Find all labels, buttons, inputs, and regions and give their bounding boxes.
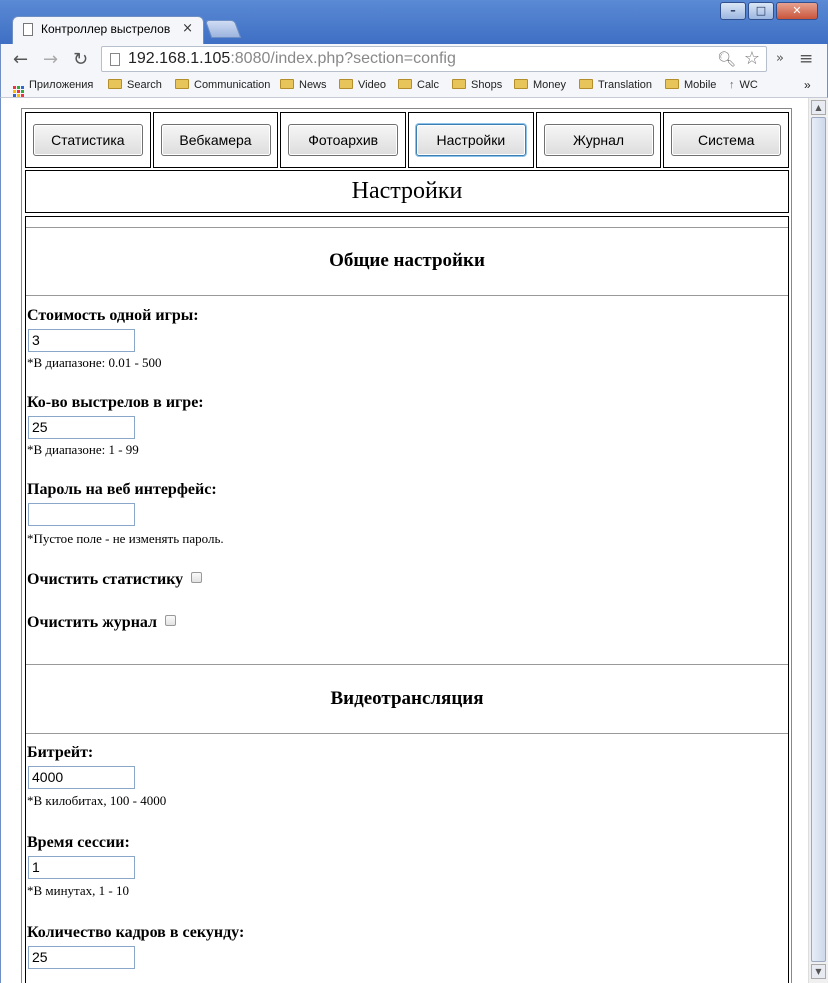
password-hint: *Пустое поле - не изменять пароль. bbox=[27, 531, 224, 546]
clear-log-checkbox[interactable] bbox=[165, 615, 176, 626]
bookmarks-more-icon[interactable]: » bbox=[804, 78, 811, 92]
bookmarks-bar bbox=[0, 74, 828, 98]
window-title-bar bbox=[0, 0, 828, 44]
page-viewport bbox=[0, 98, 828, 983]
bookmark-apps[interactable]: Приложения bbox=[13, 79, 93, 97]
nav-cell bbox=[663, 112, 789, 168]
address-bar[interactable] bbox=[101, 46, 767, 72]
session-label: Время сессии: bbox=[27, 834, 130, 851]
game-cost-hint: *В диапазоне: 0.01 - 500 bbox=[27, 355, 162, 370]
nav-cell bbox=[408, 112, 534, 168]
folder-icon bbox=[339, 79, 353, 89]
general-settings-heading: Общие настройки bbox=[329, 250, 485, 271]
folder-icon bbox=[452, 79, 466, 89]
url-text[interactable]: 192.168.1.105:8080/index.php?section=config bbox=[128, 50, 456, 67]
bookmark-news[interactable]: News bbox=[280, 79, 327, 91]
nav-webcam-button[interactable]: Вебкамера bbox=[161, 124, 271, 156]
vertical-scrollbar[interactable] bbox=[808, 98, 828, 983]
game-cost-input[interactable]: 3 bbox=[28, 329, 135, 352]
folder-icon bbox=[579, 79, 593, 89]
page-title: Настройки bbox=[25, 170, 789, 213]
nav-cell bbox=[536, 112, 662, 168]
bookmark-calc[interactable]: Calc bbox=[398, 79, 439, 91]
bookmark-shops[interactable]: Shops bbox=[452, 79, 502, 91]
bookmark-search[interactable]: Search bbox=[108, 79, 162, 91]
clear-stats-row bbox=[27, 571, 202, 589]
video-heading: Видеотрансляция bbox=[330, 688, 484, 709]
bookmark-favicon: ↑ bbox=[729, 79, 735, 91]
divider bbox=[26, 664, 788, 665]
clear-log-label: Очистить журнал bbox=[27, 614, 158, 631]
nav-bar bbox=[25, 112, 789, 168]
shots-hint: *В диапазоне: 1 - 99 bbox=[27, 442, 139, 457]
back-icon[interactable]: ← bbox=[13, 49, 29, 70]
close-window-icon[interactable]: ✕ bbox=[776, 2, 818, 20]
divider bbox=[26, 295, 788, 296]
fps-label: Количество кадров в секунду: bbox=[27, 924, 245, 941]
bookmark-wc[interactable]: ↑ WC bbox=[729, 79, 758, 91]
folder-icon bbox=[665, 79, 679, 89]
shots-input[interactable]: 25 bbox=[28, 416, 135, 439]
maximize-icon[interactable]: □ bbox=[748, 2, 774, 20]
nav-settings-button[interactable]: Настройки bbox=[416, 124, 526, 156]
scroll-thumb[interactable] bbox=[811, 117, 826, 962]
nav-cell bbox=[25, 112, 151, 168]
settings-form bbox=[25, 216, 789, 983]
nav-log-button[interactable]: Журнал bbox=[544, 124, 654, 156]
menu-icon[interactable]: ≡ bbox=[799, 49, 814, 69]
minimize-icon[interactable]: – bbox=[720, 2, 746, 20]
folder-icon bbox=[108, 79, 122, 89]
bitrate-input[interactable]: 4000 bbox=[28, 766, 135, 789]
scroll-up-icon[interactable]: ▲ bbox=[811, 100, 826, 115]
tab-title: Контроллер выстрелов bbox=[41, 22, 171, 36]
bookmark-communication[interactable]: Communication bbox=[175, 79, 270, 91]
divider bbox=[26, 733, 788, 734]
game-cost-label: Стоимость одной игры: bbox=[27, 307, 199, 324]
nav-cell bbox=[280, 112, 406, 168]
nav-photoarchive-button[interactable]: Фотоархив bbox=[288, 124, 398, 156]
clear-log-row bbox=[27, 614, 176, 632]
browser-toolbar bbox=[0, 44, 828, 74]
folder-icon bbox=[514, 79, 528, 89]
extensions-more-icon[interactable]: » bbox=[776, 51, 784, 66]
search-icon[interactable]: 🔍︎ bbox=[716, 50, 736, 68]
scroll-down-icon[interactable]: ▼ bbox=[811, 964, 826, 979]
bookmark-money[interactable]: Money bbox=[514, 79, 566, 91]
new-tab-button[interactable] bbox=[205, 20, 242, 38]
close-tab-icon[interactable]: × bbox=[182, 21, 193, 36]
shots-label: Ко-во выстрелов в игре: bbox=[27, 394, 204, 411]
folder-icon bbox=[280, 79, 294, 89]
folder-icon bbox=[398, 79, 412, 89]
bookmark-mobile[interactable]: Mobile bbox=[665, 79, 716, 91]
folder-icon bbox=[175, 79, 189, 89]
nav-system-button[interactable]: Система bbox=[671, 124, 781, 156]
session-hint: *В минутах, 1 - 10 bbox=[27, 883, 130, 898]
clear-stats-checkbox[interactable] bbox=[191, 572, 202, 583]
star-icon[interactable]: ☆ bbox=[743, 48, 760, 69]
nav-statistics-button[interactable]: Статистика bbox=[33, 124, 143, 156]
bitrate-hint: *В килобитах, 100 - 4000 bbox=[27, 793, 167, 808]
clear-stats-label: Очистить статистику bbox=[27, 571, 184, 588]
reload-icon[interactable]: ↻ bbox=[73, 49, 89, 70]
password-label: Пароль на веб интерфейс: bbox=[27, 481, 217, 498]
bookmark-video[interactable]: Video bbox=[339, 79, 386, 91]
password-input[interactable] bbox=[28, 503, 135, 526]
bitrate-label: Битрейт: bbox=[27, 744, 94, 761]
page-icon bbox=[110, 53, 120, 66]
forward-icon[interactable]: → bbox=[43, 49, 59, 70]
page-frame bbox=[21, 108, 792, 983]
browser-tab[interactable] bbox=[12, 16, 204, 44]
apps-icon bbox=[13, 86, 24, 97]
session-input[interactable]: 1 bbox=[28, 856, 135, 879]
nav-cell bbox=[153, 112, 279, 168]
fps-input[interactable]: 25 bbox=[28, 946, 135, 969]
divider bbox=[26, 227, 788, 228]
page-icon bbox=[23, 23, 33, 36]
bookmark-translation[interactable]: Translation bbox=[579, 79, 652, 91]
